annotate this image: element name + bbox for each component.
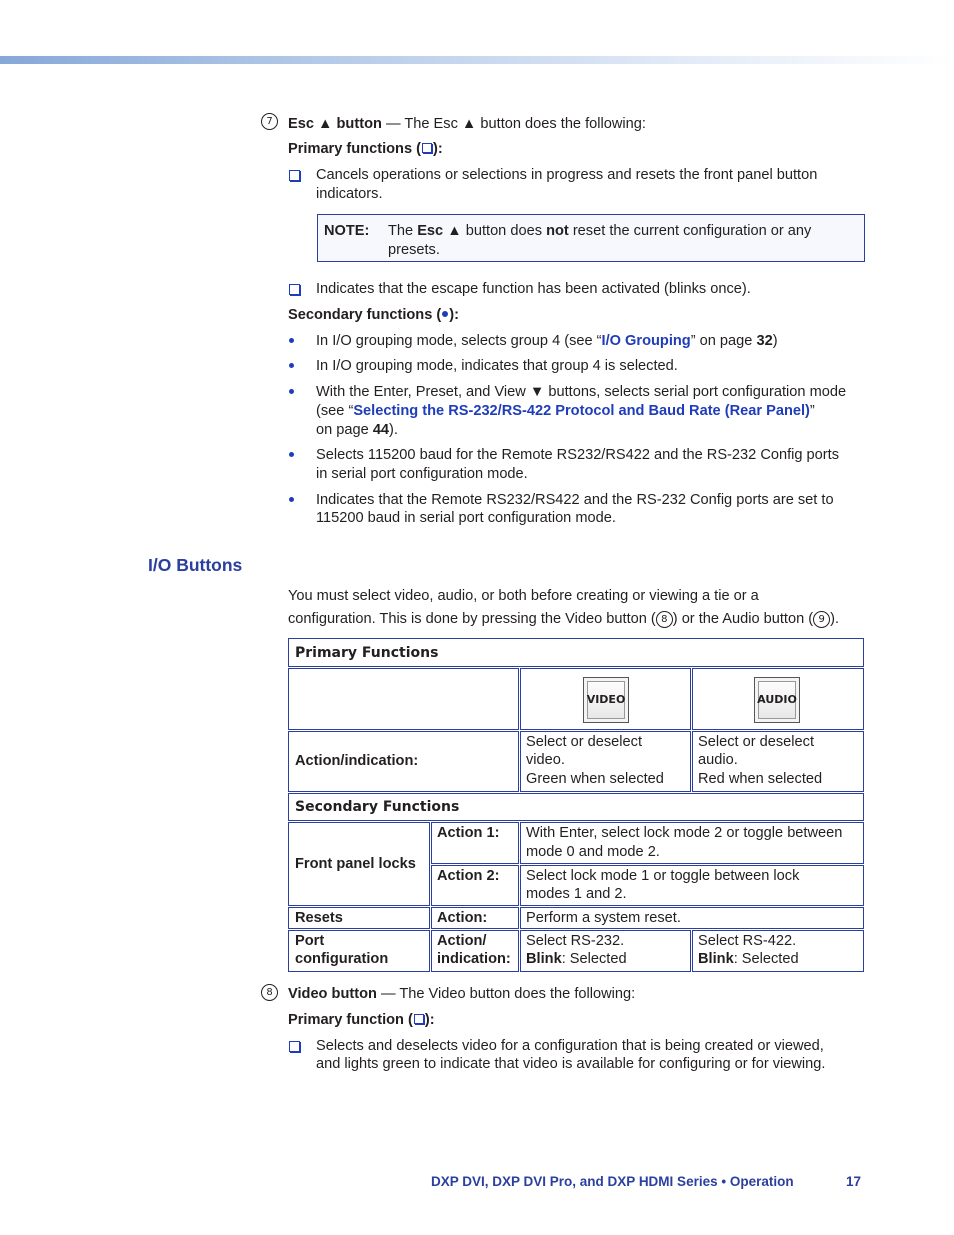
esc-secondary-item-3-l3: on page 44). (316, 422, 398, 438)
video-item-l2: and lights green to indicate that video is available for configuring or for viewing. (316, 1056, 826, 1072)
esc-secondary-item-3-l1: With the Enter, Preset, and View ▼ buttons, selects serial port configuration mode (316, 384, 847, 400)
callout-7: 7 (261, 113, 278, 130)
video-item-l1: Selects and deselects video for a configuration that is being created or viewed, (316, 1038, 824, 1054)
front-panel-locks-label: Front panel locks (295, 856, 416, 872)
io-buttons-heading: I/O Buttons (148, 555, 243, 575)
video-action-cell: Select or deselect video. Green when selected (520, 731, 691, 792)
esc-primary-item-1-l2: indicators. (316, 186, 383, 202)
io-grouping-link[interactable]: I/O Grouping (601, 333, 691, 349)
rs232-protocol-link[interactable]: Selecting the RS-232/RS-422 Protocol and Baud Rate (Rear Panel) (353, 403, 810, 419)
action1-text-cell: With Enter, select lock mode 2 or toggle between mode 0 and mode 2. (520, 822, 864, 864)
square-bullet-icon (422, 143, 432, 153)
io-intro-l2: configuration. This is done by pressing the Video button ( 8 ) or the Audio button ( 9 ). (288, 611, 840, 627)
esc-primary-item-2: Indicates that the escape function has been activated (blinks once). (316, 281, 751, 297)
video-primary-heading: Primary function ( ): (288, 1012, 435, 1028)
esc-title: Esc ▲ button (288, 116, 382, 132)
page-number: 17 (846, 1174, 862, 1189)
square-bullet-icon (414, 1014, 424, 1024)
esc-secondary-item-4-l2: in serial port configuration mode. (316, 466, 528, 482)
esc-title-desc: — The Esc ▲ button does the following: (381, 116, 646, 132)
esc-secondary-item-4-l1: Selects 115200 baud for the Remote RS232/RS422 and the RS-232 Config ports (316, 447, 840, 463)
front-panel-locks-cell (288, 822, 430, 906)
action-indication-label: Action/indication: (295, 753, 419, 769)
header-gradient-bar (0, 56, 954, 64)
port-action-label-cell: Action/ indication: (431, 930, 519, 972)
dot-bullet-icon (289, 338, 294, 343)
esc-secondary-heading: Secondary functions ( ): (288, 307, 459, 323)
port-config-label-cell: Port configuration (288, 930, 430, 972)
resets-text-cell: Perform a system reset. (520, 907, 864, 929)
esc-secondary-item-5-l1: Indicates that the Remote RS232/RS422 and the RS-232 Config ports are set to (316, 492, 834, 508)
action2-label-cell: Action 2: (431, 865, 519, 906)
esc-secondary-item-2: In I/O grouping mode, indicates that group 4 is selected. (316, 358, 678, 374)
io-intro-l1: You must select video, audio, or both before creating or viewing a tie or a (288, 588, 759, 604)
dot-bullet-icon (289, 497, 294, 502)
note-text-l2: presets. (388, 242, 440, 258)
primary-functions-header: Primary Functions (295, 645, 439, 661)
callout-8: 8 (656, 611, 673, 628)
callout-8: 8 (261, 984, 278, 1001)
video-button-image: VIDEO (583, 677, 629, 723)
dot-bullet-icon (289, 363, 294, 368)
dot-bullet-icon (289, 389, 294, 394)
video-title-line: Video button — The Video button does the following: (288, 986, 636, 1002)
action-indication-label-cell (288, 731, 519, 792)
note-label: NOTE: (324, 223, 370, 239)
secondary-functions-header: Secondary Functions (295, 799, 460, 815)
square-bullet-icon (289, 284, 300, 295)
footer-title: DXP DVI, DXP DVI Pro, and DXP HDMI Series • Operation (431, 1174, 794, 1189)
video-title: Video button (288, 986, 377, 1002)
rs232-cell: Select RS-232. Blink: Selected (520, 930, 691, 972)
rs422-cell: Select RS-422. Blink: Selected (692, 930, 864, 972)
audio-image-cell (692, 668, 864, 730)
primary-functions-header-cell (288, 638, 864, 667)
callout-9: 9 (813, 611, 830, 628)
dot-bullet-icon (442, 311, 448, 317)
action2-text-cell: Select lock mode 1 or toggle between lock modes 1 and 2. (520, 865, 864, 906)
blank-cell (288, 668, 519, 730)
io-buttons-table (288, 638, 864, 972)
esc-primary-heading: Primary functions ( ): (288, 141, 443, 157)
esc-secondary-item-1: In I/O grouping mode, selects group 4 (see “I/O Grouping” on page 32) (316, 333, 778, 349)
esc-secondary-item-3-l2: (see “Selecting the RS-232/RS-422 Protocol and Baud Rate (Rear Panel)” (316, 403, 815, 419)
video-image-cell (520, 668, 691, 730)
square-bullet-icon (289, 1041, 300, 1052)
secondary-functions-header-cell (288, 793, 864, 821)
audio-action-cell: Select or deselect audio. Red when selected (692, 731, 864, 792)
resets-label-cell: Resets (288, 907, 430, 929)
audio-button-image: AUDIO (754, 677, 800, 723)
resets-action-label-cell: Action: (431, 907, 519, 929)
note-text-l1: The Esc ▲ button does not reset the current configuration or any (388, 223, 812, 239)
square-bullet-icon (289, 170, 300, 181)
esc-primary-item-1-l1: Cancels operations or selections in progress and resets the front panel button (316, 167, 818, 183)
esc-title-line (288, 115, 646, 133)
esc-secondary-item-5-l2: 115200 baud in serial port configuration mode. (316, 510, 616, 526)
action1-label-cell: Action 1: (431, 822, 519, 864)
dot-bullet-icon (289, 452, 294, 457)
